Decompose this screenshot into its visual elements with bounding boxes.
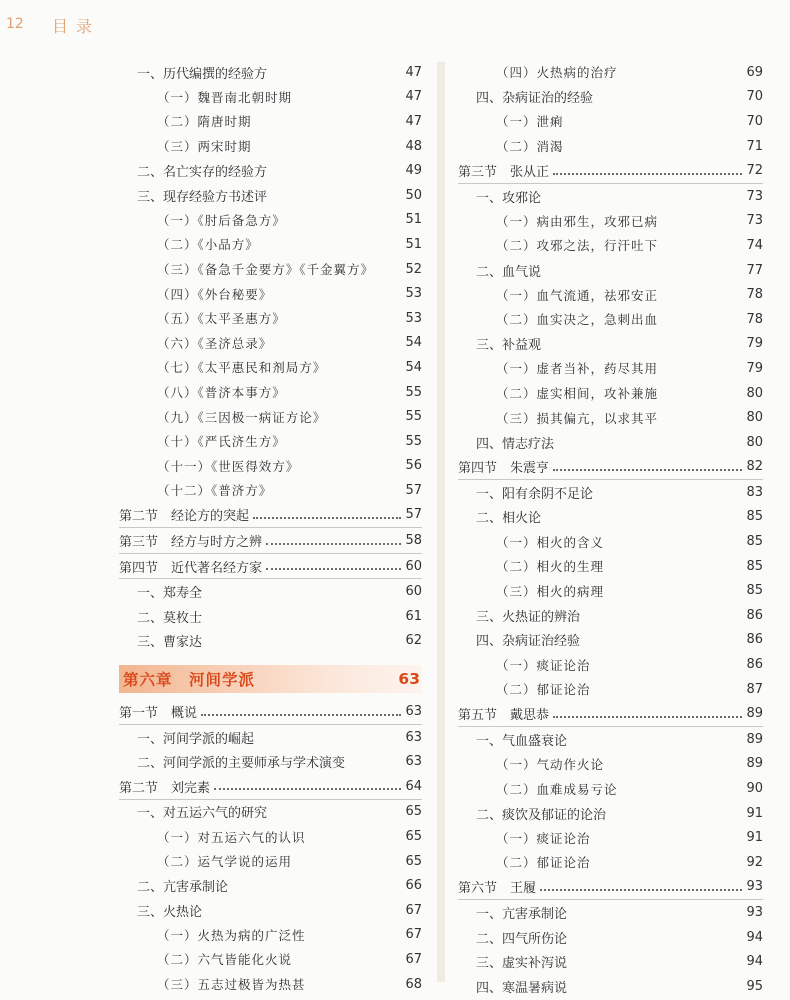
- chapter-band: [119, 665, 422, 693]
- toc-entry-title: 第二节 经论方的突起: [119, 509, 250, 525]
- toc-entry-title: （一）泄痢: [496, 114, 564, 130]
- toc-entry[interactable]: [458, 381, 763, 406]
- toc-entry-title: 四、情志疗法: [476, 436, 555, 452]
- toc-entry-title: 三、虚实补泻说: [476, 956, 568, 972]
- toc-section-entry[interactable]: [119, 699, 422, 725]
- toc-entry[interactable]: [119, 604, 422, 629]
- toc-page-number: 54: [405, 359, 422, 375]
- toc-entry-title: （八）《普济本事方》: [157, 385, 286, 401]
- toc-entry[interactable]: [458, 109, 763, 134]
- toc-entry[interactable]: [119, 629, 422, 654]
- toc-page-number: 85: [746, 534, 763, 550]
- toc-entry[interactable]: [119, 923, 422, 948]
- toc-page-number: 50: [405, 187, 422, 203]
- toc-entry-title: （三）相火的病理: [496, 583, 605, 599]
- toc-entry-title: （三）五志过极皆为热甚: [157, 977, 306, 993]
- toc-entry-title: 一、亢害承制论: [476, 906, 568, 922]
- toc-page-number: 52: [405, 261, 422, 277]
- toc-page-number: 82: [746, 459, 763, 475]
- toc-entry[interactable]: [458, 925, 763, 950]
- toc-page-number: 95: [746, 978, 763, 994]
- toc-page-number: 54: [405, 335, 422, 351]
- toc-entry-title: 一、对五运六气的研究: [137, 806, 268, 822]
- toc-entry[interactable]: [119, 429, 422, 454]
- header-title: 目录: [52, 17, 101, 36]
- toc-right-column: [458, 60, 763, 999]
- toc-page-number: 65: [405, 853, 422, 869]
- toc-entry-title: 二、名亡实存的经验方: [137, 165, 268, 181]
- toc-entry[interactable]: [119, 849, 422, 874]
- toc-entry[interactable]: [119, 85, 422, 110]
- toc-entry-title: 第三节 经方与时方之辨: [119, 535, 263, 551]
- toc-entry-title: （五）《太平圣惠方》: [157, 311, 286, 327]
- toc-entry-title: （十一）《世医得效方》: [157, 458, 300, 474]
- toc-entry[interactable]: [458, 727, 763, 752]
- toc-entry[interactable]: [458, 578, 763, 603]
- toc-entry-title: 二、亢害承制论: [137, 880, 229, 896]
- toc-entry[interactable]: [458, 628, 763, 653]
- toc-entry-title: （二）六气皆能化火说: [157, 952, 293, 968]
- toc-entry[interactable]: [458, 356, 763, 381]
- toc-page-number: 70: [746, 89, 763, 105]
- toc-page-number: 79: [746, 336, 763, 352]
- toc-entry-title: 第六章 河间学派: [123, 671, 256, 690]
- toc-page-number: 86: [746, 632, 763, 648]
- toc-page-number: 48: [405, 138, 422, 154]
- toc-entry[interactable]: [458, 652, 763, 677]
- toc-entry[interactable]: [119, 873, 422, 898]
- toc-page-number: 73: [746, 213, 763, 229]
- toc-entry[interactable]: [458, 332, 763, 357]
- toc-entry-title: 三、火热论: [137, 904, 203, 920]
- toc-entry-title: 二、四气所伤论: [476, 931, 568, 947]
- toc-page-number: 89: [746, 756, 763, 772]
- toc-page-number: 93: [746, 904, 763, 920]
- toc-entry-title: （三）两宋时期: [157, 139, 252, 155]
- toc-leader: [553, 469, 742, 471]
- toc-leader: [253, 517, 401, 519]
- toc-page-number: 61: [405, 608, 422, 624]
- toc-entry-title: （一）病由邪生，攻邪已病: [496, 213, 659, 229]
- toc-entry[interactable]: [119, 947, 422, 972]
- toc-section-entry[interactable]: [119, 528, 422, 554]
- toc-entry[interactable]: [119, 331, 422, 356]
- toc-entry-title: 二、相火论: [476, 511, 542, 527]
- toc-section-entry[interactable]: [119, 774, 422, 800]
- toc-entry[interactable]: [458, 430, 763, 455]
- toc-page-number: 58: [405, 533, 422, 549]
- toc-entry[interactable]: [458, 307, 763, 332]
- toc-entry-title: 三、现存经验方书述评: [137, 189, 268, 205]
- toc-entry-title: （一）对五运六气的认识: [157, 829, 306, 845]
- toc-entry[interactable]: [458, 60, 763, 85]
- toc-entry-title: （一）《肘后备急方》: [157, 212, 286, 228]
- toc-page-number: 77: [746, 262, 763, 278]
- toc-page-number: 72: [746, 163, 763, 179]
- toc-page-number: 86: [746, 607, 763, 623]
- toc-page-number: 78: [746, 311, 763, 327]
- toc-entry-title: 第三节 张从正: [458, 165, 550, 181]
- toc-entry-title: 四、杂病证治经验: [476, 634, 581, 650]
- toc-page-number: 64: [405, 778, 422, 794]
- toc-leader: [553, 716, 742, 718]
- toc-section-entry[interactable]: [458, 875, 763, 901]
- toc-page-number: 67: [405, 927, 422, 943]
- toc-entry-title: （一）血气流通，祛邪安正: [496, 287, 659, 303]
- toc-page-number: 53: [405, 310, 422, 326]
- toc-entry[interactable]: [458, 850, 763, 875]
- toc-page-number: 94: [746, 954, 763, 970]
- toc-page-number: 67: [405, 951, 422, 967]
- toc-entry-title: （二）虚实相间，攻补兼施: [496, 386, 659, 402]
- toc-entry-title: 一、历代编撰的经验方: [137, 66, 268, 82]
- toc-page-number: 51: [405, 212, 422, 228]
- toc-page-number: 47: [405, 64, 422, 80]
- toc-page-number: 65: [405, 804, 422, 820]
- toc-entry[interactable]: [119, 898, 422, 923]
- toc-entry[interactable]: [119, 109, 422, 134]
- toc-entry-title: （二）消渴: [496, 139, 564, 155]
- toc-entry[interactable]: [458, 233, 763, 258]
- toc-page-number: 63: [405, 729, 422, 745]
- toc-page-number: 66: [405, 878, 422, 894]
- toc-entry[interactable]: [458, 752, 763, 777]
- toc-page-number: 67: [405, 902, 422, 918]
- toc-page-number: 55: [405, 384, 422, 400]
- toc-page-number: 55: [405, 433, 422, 449]
- toc-entry-title: 第一节 概说: [119, 706, 198, 722]
- toc-page-number: 63: [398, 670, 420, 689]
- toc-entry[interactable]: [119, 134, 422, 159]
- toc-entry[interactable]: [119, 281, 422, 306]
- toc-entry-title: （二）《小品方》: [157, 237, 259, 253]
- toc-entry[interactable]: [458, 825, 763, 850]
- toc-leader: [214, 788, 401, 790]
- toc-entry-title: （二）隋唐时期: [157, 114, 252, 130]
- toc-page-number: 57: [405, 507, 422, 523]
- toc-entry-title: 第六节 王履: [458, 881, 537, 897]
- toc-chapter-heading[interactable]: [119, 659, 422, 699]
- toc-page-number: 85: [746, 509, 763, 525]
- toc-entry[interactable]: [119, 60, 422, 85]
- toc-entry[interactable]: [119, 404, 422, 429]
- toc-entry-title: （二）郁证论治: [496, 682, 591, 698]
- toc-entry[interactable]: [458, 85, 763, 110]
- toc-section-entry[interactable]: [458, 455, 763, 481]
- toc-page-number: 90: [746, 781, 763, 797]
- toc-leader: [553, 173, 742, 175]
- toc-page-number: 71: [746, 138, 763, 154]
- toc-entry[interactable]: [458, 529, 763, 554]
- toc-entry[interactable]: [458, 900, 763, 925]
- toc-page-number: 65: [405, 829, 422, 845]
- toc-entry-title: 第四节 朱震亨: [458, 461, 550, 477]
- toc-leader: [266, 543, 401, 545]
- toc-entry[interactable]: [119, 355, 422, 380]
- toc-page-number: 87: [746, 681, 763, 697]
- toc-entry[interactable]: [458, 677, 763, 702]
- toc-entry[interactable]: [458, 258, 763, 283]
- toc-page-number: 47: [405, 113, 422, 129]
- toc-page-number: 53: [405, 286, 422, 302]
- toc-entry[interactable]: [119, 208, 422, 233]
- toc-entry[interactable]: [119, 972, 422, 997]
- toc-page-number: 91: [746, 830, 763, 846]
- toc-page-number: 74: [746, 237, 763, 253]
- toc-entry-title: （一）痰证论治: [496, 657, 591, 673]
- toc-entry-title: 第五节 戴思恭: [458, 708, 550, 724]
- toc-page-number: 91: [746, 805, 763, 821]
- toc-entry-title: 三、曹家达: [137, 635, 203, 651]
- toc-entry-title: （二）运气学说的运用: [157, 854, 293, 870]
- toc-entry-title: （一）虚者当补，药尽其用: [496, 361, 659, 377]
- toc-entry[interactable]: [119, 454, 422, 479]
- toc-entry[interactable]: [119, 579, 422, 604]
- toc-entry[interactable]: [119, 158, 422, 183]
- toc-page-number: 89: [746, 706, 763, 722]
- toc-entry[interactable]: [458, 949, 763, 974]
- toc-entry[interactable]: [458, 801, 763, 826]
- toc-section-entry[interactable]: [119, 503, 422, 529]
- toc-entry[interactable]: [458, 184, 763, 209]
- toc-entry[interactable]: [119, 749, 422, 774]
- toc-entry-title: （十）《严氏济生方》: [157, 434, 286, 450]
- toc-entry-title: （四）火热病的治疗: [496, 65, 618, 81]
- toc-entry[interactable]: [119, 824, 422, 849]
- toc-page-number: 80: [746, 410, 763, 426]
- toc-page-number: 79: [746, 360, 763, 376]
- toc-entry-title: （二）郁证论治: [496, 855, 591, 871]
- toc-entry-title: （二）攻邪之法，行汗吐下: [496, 238, 659, 254]
- toc-entry-title: 一、气血盛衰论: [476, 733, 568, 749]
- toc-entry-title: （七）《太平惠民和剂局方》: [157, 360, 327, 376]
- toc-section-entry[interactable]: [458, 701, 763, 727]
- toc-entry-title: （十二）《普济方》: [157, 483, 273, 499]
- toc-entry[interactable]: [119, 478, 422, 503]
- toc-entry[interactable]: [458, 209, 763, 234]
- toc-section-entry[interactable]: [119, 554, 422, 580]
- toc-page-number: 93: [746, 879, 763, 895]
- toc-page-number: 55: [405, 409, 422, 425]
- toc-page-number: 60: [405, 584, 422, 600]
- toc-entry[interactable]: [458, 405, 763, 430]
- toc-entry[interactable]: [458, 134, 763, 159]
- toc-entry-title: 四、杂病证治的经验: [476, 91, 594, 107]
- toc-page-number: 83: [746, 484, 763, 500]
- toc-page-number: 85: [746, 583, 763, 599]
- toc-entry-title: 第二节 刘完素: [119, 780, 211, 796]
- page-header: [0, 0, 790, 40]
- toc-entry[interactable]: [458, 974, 763, 999]
- toc-entry-title: （一）魏晋南北朝时期: [157, 89, 293, 105]
- toc-entry-title: （一）相火的含义: [496, 534, 605, 550]
- toc-page-number: 51: [405, 236, 422, 252]
- toc-entry-title: 二、河间学派的主要师承与学术演变: [137, 756, 346, 772]
- toc-entry[interactable]: [458, 505, 763, 530]
- toc-entry-title: （二）血难成易亏论: [496, 781, 618, 797]
- toc-entry-title: （三）损其偏亢，以求其平: [496, 410, 659, 426]
- toc-page-number: 85: [746, 558, 763, 574]
- toc-page-number: 94: [746, 929, 763, 945]
- toc-page-number: 78: [746, 287, 763, 303]
- toc-entry-title: 一、河间学派的崛起: [137, 731, 255, 747]
- toc-page-number: 80: [746, 434, 763, 450]
- toc-leader: [266, 568, 401, 570]
- toc-page-number: 89: [746, 731, 763, 747]
- toc-entry-title: （一）火热为病的广泛性: [157, 927, 306, 943]
- toc-page-number: 57: [405, 482, 422, 498]
- toc-entry-title: 一、攻邪论: [476, 190, 542, 206]
- toc-page-number: 56: [405, 458, 422, 474]
- toc-entry-title: （九）《三因极一病证方论》: [157, 409, 327, 425]
- toc-page-number: 63: [405, 704, 422, 720]
- toc-entry-title: 二、莫枚士: [137, 610, 203, 626]
- toc-entry-title: （三）《备急千金要方》《千金翼方》: [157, 262, 375, 278]
- toc-entry[interactable]: [119, 800, 422, 825]
- toc-page-number: 73: [746, 188, 763, 204]
- toc-entry-title: 第四节 近代著名经方家: [119, 560, 263, 576]
- toc-entry-title: （四）《外台秘要》: [157, 286, 273, 302]
- toc-entry[interactable]: [458, 776, 763, 801]
- toc-page-number: 80: [746, 385, 763, 401]
- toc-entry[interactable]: [119, 232, 422, 257]
- toc-page-number: 92: [746, 854, 763, 870]
- toc-entry-title: 一、阳有余阴不足论: [476, 486, 594, 502]
- toc-entry-title: （一）痰证论治: [496, 830, 591, 846]
- toc-leader: [540, 889, 742, 891]
- toc-entry[interactable]: [119, 306, 422, 331]
- toc-page-number: 70: [746, 113, 763, 129]
- toc-entry-title: 二、血气说: [476, 264, 542, 280]
- toc-entry-title: 二、痰饮及郁证的论治: [476, 807, 607, 823]
- toc-leader: [201, 714, 401, 716]
- toc-entry-title: （二）相火的生理: [496, 559, 605, 575]
- toc-entry-title: （六）《圣济总录》: [157, 335, 273, 351]
- toc-page-number: 63: [405, 754, 422, 770]
- toc-entry[interactable]: [119, 183, 422, 208]
- toc-entry-title: （一）气动作火论: [496, 756, 605, 772]
- toc-page-number: 68: [405, 976, 422, 992]
- toc-entry-title: （二）血实决之，急刺出血: [496, 312, 659, 328]
- toc-entry[interactable]: [119, 257, 422, 282]
- toc-left-column: [119, 60, 422, 996]
- toc-page-number: 49: [405, 163, 422, 179]
- toc-entry-title: 四、寒温暑病说: [476, 980, 568, 996]
- toc-entry[interactable]: [458, 480, 763, 505]
- toc-entry-title: 一、郑寿全: [137, 586, 203, 602]
- toc-page-number: 69: [746, 64, 763, 80]
- toc-entry[interactable]: [458, 554, 763, 579]
- toc-section-entry[interactable]: [458, 158, 763, 184]
- toc-page-number: 62: [405, 633, 422, 649]
- toc-entry-title: 三、火热证的辨治: [476, 609, 581, 625]
- page-number: 12: [6, 16, 24, 32]
- toc-page-number: 47: [405, 89, 422, 105]
- toc-entry[interactable]: [458, 282, 763, 307]
- toc-page-number: 86: [746, 657, 763, 673]
- column-divider: [437, 62, 445, 982]
- toc-entry-title: 三、补益观: [476, 338, 542, 354]
- toc-entry[interactable]: [458, 603, 763, 628]
- toc-entry[interactable]: [119, 725, 422, 750]
- toc-page-number: 60: [405, 558, 422, 574]
- toc-entry[interactable]: [119, 380, 422, 405]
